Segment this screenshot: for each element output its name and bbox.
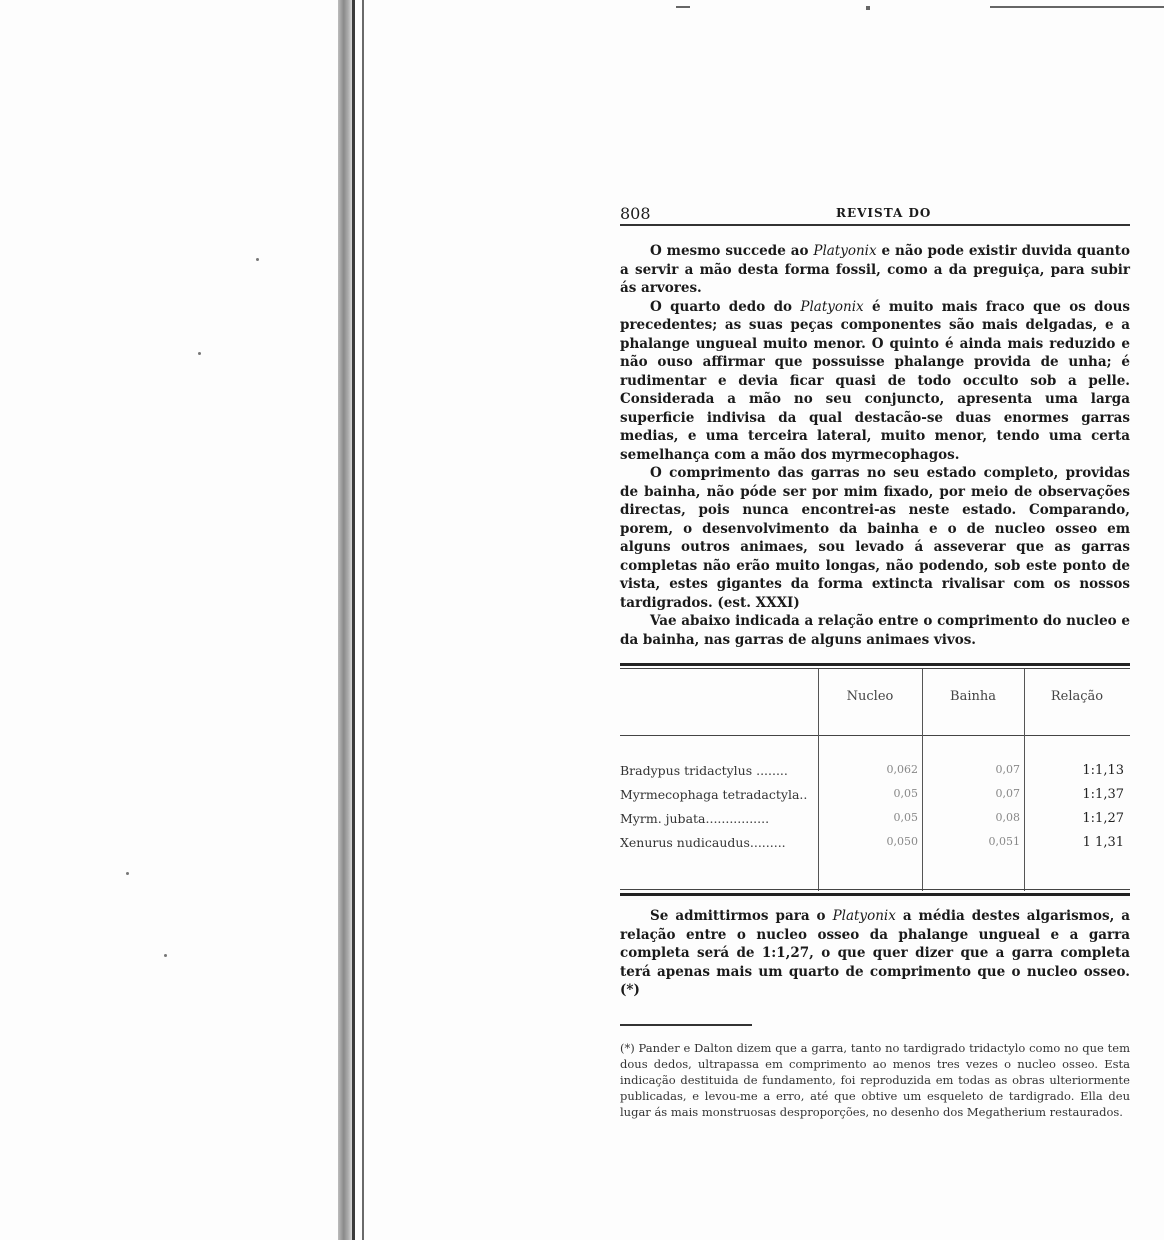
running-title: REVISTA DO [836, 206, 932, 220]
table-row [620, 811, 1130, 833]
nucleo-value: 0,050 [886, 835, 918, 848]
binding-edge-inner [362, 0, 364, 1240]
binding-shadow [338, 0, 352, 1240]
table-bottom-rule [620, 893, 1130, 896]
scan-speck [126, 872, 129, 875]
bainha-value: 0,07 [995, 763, 1020, 776]
binding-edge [352, 0, 355, 1240]
relacao-value: 1:1,13 [1082, 763, 1124, 778]
closing-paragraph: Se admittirmos para o Platyonix a média destes algarismos, a relação entre o nucleo osseo da phalange ungueal e a garra completa será de 1:1,27, o que quer dizer que a garra completa terá apenas mais um quarto de comprimento que o nucleo osseo. (*) [620, 908, 1131, 998]
nucleo-value: 0,05 [893, 811, 918, 824]
scan-speck [256, 258, 259, 261]
species-name: Myrmecophaga tetradactyla.. [620, 787, 808, 802]
nucleo-value: 0,062 [886, 763, 918, 776]
column-header-nucleo: Nucleo [846, 689, 894, 704]
scan-speck [164, 954, 167, 957]
page-header [620, 202, 1130, 224]
paragraph-4: Vae abaixo indicada a relação entre o comprimento do nucleo e da bainha, nas garras de alguns animaes vivos. [620, 613, 1130, 648]
table-top-rule-thin [620, 668, 1130, 669]
table-top-rule [620, 663, 1130, 666]
column-header-relacao: Relação [1050, 689, 1104, 704]
scan-mark [866, 6, 870, 10]
table-row [620, 763, 1130, 785]
relacao-value: 1:1,37 [1082, 787, 1124, 802]
species-name: Myrm. jubata................ [620, 811, 770, 826]
species-name: Xenurus nudicaudus......... [620, 835, 786, 850]
scan-speck [198, 352, 201, 355]
body-text [620, 242, 1130, 649]
header-rule [620, 224, 1130, 226]
bainha-value: 0,051 [988, 835, 1020, 848]
table-row [620, 835, 1130, 857]
paragraph-1: O mesmo succede ao Platyonix e não pode existir duvida quanto a servir a mão desta forma fossil, como a da preguiça, para subir ás arvores. [620, 243, 1130, 296]
footnote-rule [620, 1024, 752, 1026]
table-header-rule [620, 735, 1130, 736]
table-row [620, 787, 1130, 809]
relacao-value: 1 1,31 [1082, 835, 1124, 850]
paragraph-3: O comprimento das garras no seu estado completo, providas de bainha, não póde ser por mim fixado, por meio de observações directas, pois nunca encontrei-as neste estado. Comparando, porem, o desenvolvimento da bainha e o de nucleo osseo em alguns outros animaes, sou levado á asseverar que as garras completas não erão muito longas, não podendo, sob este ponto de vista, estes gigantes da forma extincta rivalisar com os nossos tardigrados. (est. XXXI) [620, 465, 1130, 611]
relacao-value: 1:1,27 [1082, 811, 1124, 826]
nucleo-value: 0,05 [893, 787, 918, 800]
scan-mark [676, 6, 690, 8]
table-bottom-rule-thin [620, 889, 1130, 890]
footnote: (*) Pander e Dalton dizem que a garra, tanto no tardigrado tridactylo como no que tem dous dedos, ultrapassa em comprimento ao menos tres vezes o nucleo osseo. Esta indicação destituida de fundamento, foi reproduzida em todas as obras ulteriormente publicadas, e levou-me a erro, até que obtive um esqueleto de tardigrado. Ella deu lugar ás mais monstruosas desproporções, no desenho dos Megatherium restaurados. [620, 1040, 1130, 1119]
closing-text [620, 907, 1130, 1000]
paragraph-2: O quarto dedo do Platyonix é muito mais fraco que os dous precedentes; as suas peças componentes são mais delgadas, e a phalange ungueal muito menor. O quinto é ainda mais reduzido e não ouso affirmar que possuisse phalange provida de unha; é rudimentar e devia ficar quasi de todo occulto sob a pelle. Considerada a mão no seu conjuncto, apresenta uma larga superficie indivisa da qual destacão-se duas enormes garras medias, e uma terceira lateral, muito menor, tendo uma certa semelhança com a mão dos myrmecophagos. [620, 298, 1130, 463]
bainha-value: 0,07 [995, 787, 1020, 800]
bainha-value: 0,08 [995, 811, 1020, 824]
species-name: Bradypus tridactylus ........ [620, 763, 788, 778]
scan-mark [990, 6, 1164, 8]
page-number: 808 [620, 204, 651, 223]
column-header-bainha: Bainha [950, 689, 996, 704]
claw-ratio-table [620, 663, 1130, 899]
book-page [620, 202, 1130, 1120]
